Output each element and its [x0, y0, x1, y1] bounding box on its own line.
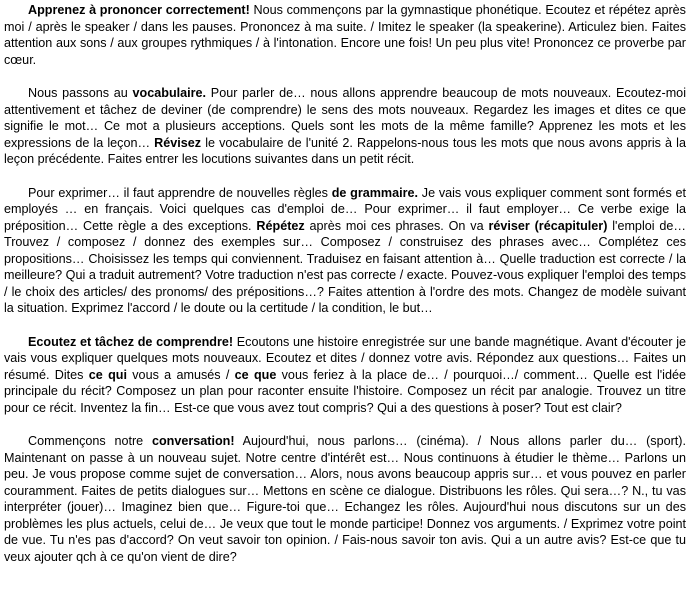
text-run: vous feriez à la place de… / pourquoi…/ comment… Quelle est l'idée principale du récit? Composez un plan pour raconter ensuite l'histoire. Composez un récit par analogie. Trouvez un titre pour ce récit. Inventez la fin… Est-ce que vous avez tout compris? Qui a des questions à poser? Tout est clair?	[4, 367, 686, 415]
text-run: Je vais vous expliquer comment sont formés et employés … en français. Voici quelques cas d'emploi de… Pour exprimer… il faut employer… Ce verbe exige la préposition… Cette règle a des exceptions.	[4, 185, 686, 233]
paragraph-pronunciation	[4, 2, 686, 68]
paragraph-conversation	[4, 433, 686, 565]
text-run: Pour parler de… nous allons apprendre beaucoup de mots nouveaux. Ecoutez-moi attentivement et tâchez de deviner (de comprendre) le sens des mots nouveaux. Regardez les images et dites ce que signifie le mot… Ce mot a plusieurs acceptions. Quels sont les mots de la même famille? Apprenez les mots et les expressions de la leçon…	[4, 86, 686, 150]
text-run: Commençons notre	[28, 434, 152, 448]
text-run: Nous commençons par la gymnastique phonétique. Ecoutez et répétez après moi / après le speaker / dans les pauses. Prononcez à ma suite. / Imitez le speaker (la speakerine). Articulez bien. Faites attention aux sons / aux groupes rythmiques / à l'intonation. Encore une fois! Un peu plus vite! Prononcez ce proverbe par cœur.	[4, 3, 686, 67]
text-run: après moi ces phrases. On va	[304, 218, 489, 233]
bold-phrase: vocabulaire.	[132, 86, 207, 100]
bold-phrase: ce qui	[88, 367, 127, 382]
bold-phrase: Répétez	[256, 218, 305, 233]
paragraph-listening	[4, 334, 686, 417]
bold-phrase: ce que	[234, 367, 277, 382]
bold-phrase: réviser (récapituler)	[488, 218, 608, 233]
bold-phrase: conversation!	[151, 434, 235, 448]
bold-phrase: Révisez	[154, 135, 202, 150]
paragraph-vocabulary	[4, 85, 686, 168]
text-run: le vocabulaire de l'unité 2. Rappelons-nous tous les mots que nous avons appris à la leçon précédente. Faites entrer les locutions suivantes dans un petit récit.	[4, 135, 686, 166]
bold-phrase: Apprenez à prononcer correctement!	[28, 3, 250, 17]
text-run: Pour exprimer… il faut apprendre de nouvelles règles	[28, 185, 332, 200]
bold-phrase: Ecoutez et tâchez de comprendre!	[28, 334, 234, 349]
bold-phrase: de grammaire.	[331, 185, 419, 200]
text-run: Ecoutons une histoire enregistrée sur une bande magnétique. Avant d'écouter je vais vous expliquer quelques mots nouveaux. Ecoutez et dites / donnez votre avis. Répondez aux questions… Faites un résumé. Dites	[4, 334, 687, 382]
text-run: vous a amusés /	[126, 367, 235, 382]
text-run: Aujourd'hui, nous parlons… (cinéma). / Nous allons parler du… (sport). Maintenant on passe à un nouveau sujet. Notre centre d'intérêt est… Nous continuons à étudier le thème… Parlons un peu. Je vous propose comme sujet de conversation… Alors, nous avons beaucoup appris sur… et vous pouvez en parler couramment. Faites de petits dialogues sur… Mettons en scène ce dialogue. Distribuons les rôles. Qui sera…? N., tu vas interpréter (jouer)… Imaginez bien que… Figure-toi que… Echangez les rôles. Aujourd'hui nous discutons sur un des problèmes les plus actuels, celui de… Je veux que tout le monde participe! Donnez vos arguments. / Exprimez votre point de vue. Tu n'es pas d'accord? On veut savoir ton opinion. / Fais-nous savoir ton avis. Qui a un autre avis? Est-ce que tu veux ajouter qch à ce qu'on vient de dire?	[4, 434, 686, 564]
text-run: l'emploi de… Trouvez / composez / donnez des exemples sur… Composez / construisez des phrases avec… Complétez ces propositions… Choisissez les temps qui conviennent. Traduisez en faisant attention à… Quelle traduction est correcte / la meilleure? Qui a traduit autrement? Votre traduction n'est pas correcte / exacte. Pouvez-vous expliquer l'emploi des temps / le choix des articles/ des pronoms/ des prépositions…? Faites attention à l'ordre des mots. Changez de modèle suivant la situation. Exprimez l'accord / le doute ou la certitude / la condition, le but…	[4, 218, 686, 315]
text-run: Nous passons au	[28, 86, 133, 100]
paragraph-grammar	[4, 185, 686, 317]
